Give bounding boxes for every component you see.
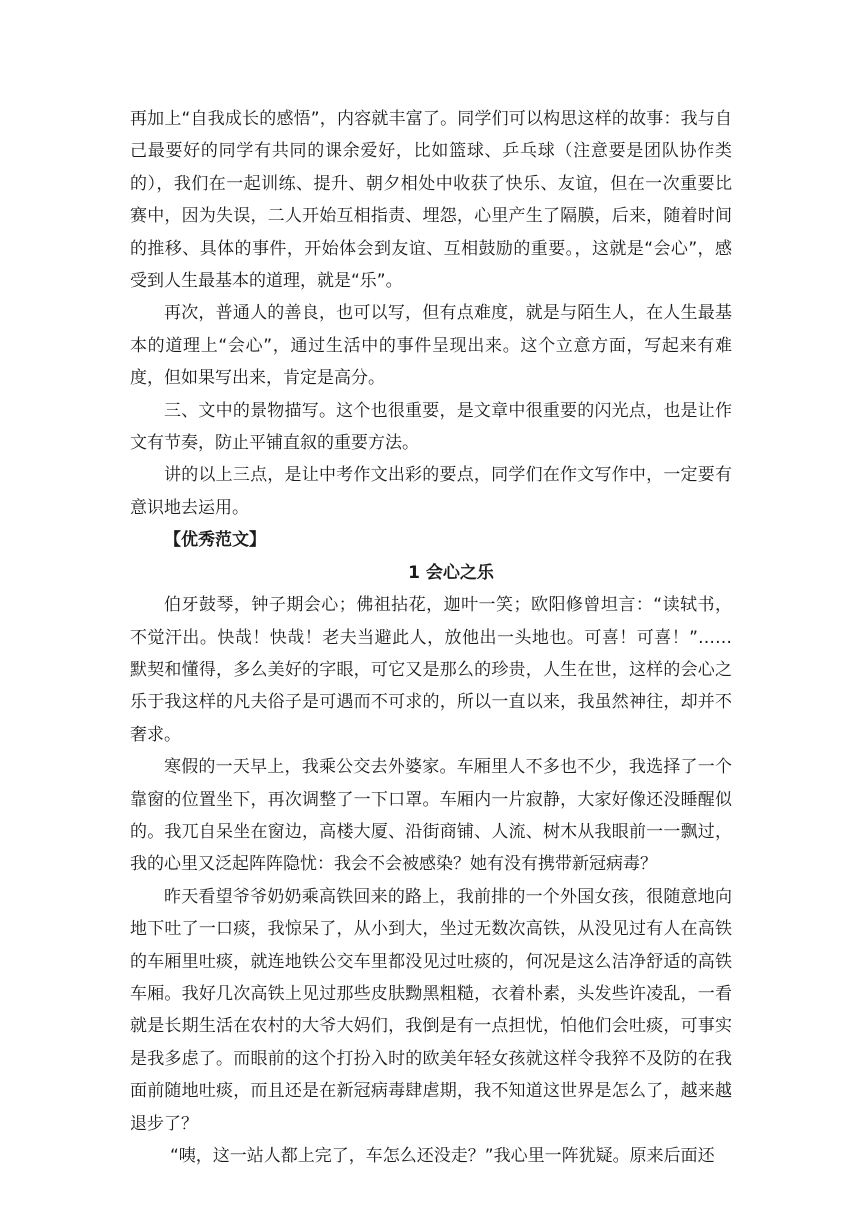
section-heading: 【优秀范文】: [164, 530, 266, 551]
essay-paragraph: “咦，这一站人都上完了，车怎么还没走？”我心里一阵犹疑。原来后面还: [170, 1146, 715, 1166]
essay-paragraph: 昨天看望爷爷奶奶乘高铁回来的路上，我前排的一个外国女孩，很随意地向地下吐了一口痰，我惊呆了，从小到大，坐过无数次高铁，从没见过有人在高铁的车厢里吐痰，就连地铁公交车里都没见过吐痰的，何况是这么洁净舒适的高铁车厢。我好几次高铁上见过那些皮肤黝黑粗糙，衣着朴素，头发些许凌乱，一看就是长期生活在农村的大爷大妈们，我倒是有一点担忧，怕他们会吐痰，可事实是我多虑了。而眼前的这个打扮入时的欧美年轻女孩就这样令我猝不及防的在我面前随地吐痰，而且还是在新冠病毒肆虐期，我不知道这世界是怎么了，越来越退步了？: [130, 886, 732, 1134]
essay-paragraph: 寒假的一天早上，我乘公交去外婆家。车厢里人不多也不少，我选择了一个靠窗的位置坐下，再次调整了一下口罩。车厢内一片寂静，大家好像还没睡醒似的。我兀自呆坐在窗边，高楼大厦、沿街商铺、人流、树木从我眼前一一飘过，我的心里又泛起阵阵隐忧：我会不会被感染？她有没有携带新冠病毒？: [130, 757, 732, 875]
paragraph-second-point: 再次，普通人的善良，也可以写，但有点难度，就是与陌生人，在人生最基本的道理上“会心”，通过生活中的事件呈现出来。这个立意方面，写起来有难度，但如果写出来，肯定是高分。: [130, 303, 732, 389]
essay-title: 1 会心之乐: [408, 562, 494, 583]
paragraph-third-point: 三、文中的景物描写。这个也很重要，是文章中很重要的闪光点，也是让作文有节奏，防止平铺直叙的重要方法。: [130, 400, 732, 454]
essay-paragraph: 伯牙鼓琴，钟子期会心；佛祖拈花，迦叶一笑；欧阳修曾坦言：“读轼书，不觉汗出。快哉！快哉！老夫当避此人，放他出一头地也。可喜！可喜！”……默契和懂得，多么美好的字眼，可它又是那么的珍贵，人生在世，这样的会心之乐于我这样的凡夫俗子是可遇而不可求的，所以一直以来，我虽然神往，却并不奢求。: [130, 595, 732, 745]
paragraph-intro-continuation: 再加上“自我成长的感悟”，内容就丰富了。同学们可以构思这样的故事：我与自己最要好的同学有共同的课余爱好，比如篮球、乒乓球（注意要是团队协作类的），我们在一起训练、提升、朝夕相处中收获了快乐、友谊，但在一次重要比赛中，因为失误，二人开始互相指责、埋怨，心里产生了隔膜，后来，随着时间的推移、具体的事件，开始体会到友谊、互相鼓励的重要。，这就是“会心”，感受到人生最基本的道理，就是“乐”。: [130, 109, 732, 292]
document-page: [130, 103, 732, 1172]
paragraph-summary: 讲的以上三点，是让中考作文出彩的要点，同学们在作文写作中，一定要有意识地去运用。: [130, 465, 732, 518]
